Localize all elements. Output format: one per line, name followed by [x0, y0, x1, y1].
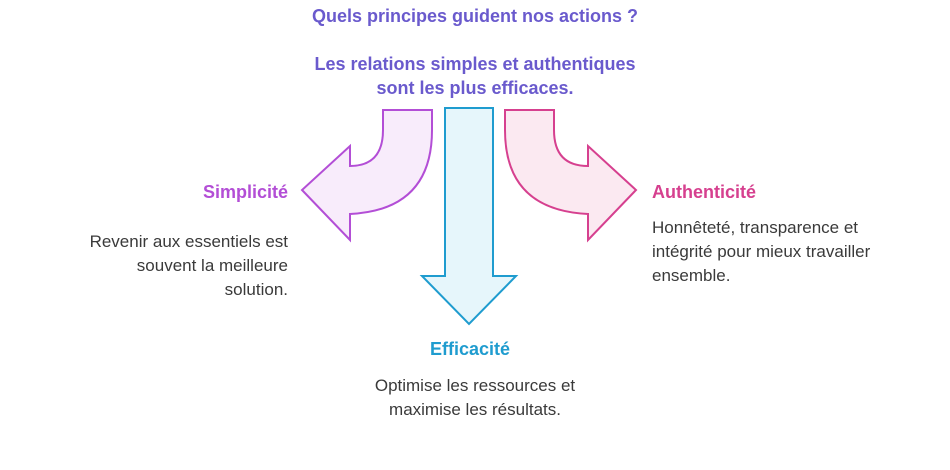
- efficacite-arrow-icon: [422, 108, 516, 324]
- header-statement-line2: sont les plus efficaces.: [376, 78, 574, 98]
- simplicite-description-line: solution.: [224, 280, 288, 299]
- authenticite-description: [652, 216, 932, 288]
- authenticite-title: Authenticité: [652, 182, 757, 202]
- simplicite-arrow-icon: [302, 110, 432, 240]
- authenticite-description-line: Honnêteté, transparence et: [652, 218, 859, 237]
- header-statement-line1: Les relations simples et authentiques: [314, 54, 636, 74]
- simplicite-description-line: souvent la meilleure: [136, 256, 288, 275]
- authenticite-description-line: ensemble.: [652, 266, 731, 285]
- authenticite-description-line: intégrité pour mieux travailler: [652, 242, 871, 261]
- simplicite-title: Simplicité: [202, 182, 288, 202]
- simplicite-description-line: Revenir aux essentiels est: [89, 232, 288, 251]
- efficacite-description-line: maximise les résultats.: [389, 400, 561, 419]
- efficacite-title: Efficacité: [429, 339, 511, 359]
- efficacite-description: [330, 374, 620, 422]
- header-question: Quels principes guident nos actions ?: [311, 6, 639, 26]
- simplicite-description: [40, 230, 288, 302]
- efficacite-description-line: Optimise les ressources et: [374, 376, 576, 395]
- authenticite-arrow-icon: [505, 110, 636, 240]
